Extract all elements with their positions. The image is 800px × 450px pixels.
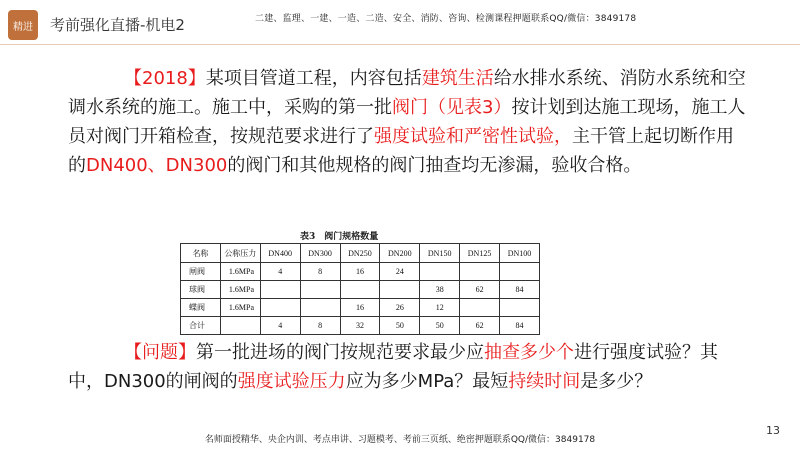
question-highlight: 阀门（见表3）	[392, 97, 512, 118]
table-row	[181, 299, 540, 317]
table-cell	[460, 263, 500, 281]
table-cell	[220, 317, 260, 335]
table-cell: 32	[340, 317, 380, 335]
table-cell	[340, 281, 380, 299]
question-year: 【2018】	[124, 68, 206, 89]
logo	[8, 10, 38, 40]
table-cell: 8	[300, 317, 340, 335]
problem-text: 应为多少MPa？最短	[345, 371, 509, 392]
table-cell: 蝶阀	[181, 299, 221, 317]
question-text: 主干管上起切断作用的	[68, 126, 734, 176]
header-cell: DN300	[300, 244, 340, 263]
table-cell: 84	[500, 317, 540, 335]
table-cell	[260, 299, 300, 317]
table-row	[181, 317, 540, 335]
question-text: 按计划到达施工现场，施工人员对阀门开箱检查，按规范要求进行了	[68, 97, 746, 147]
table-cell: 84	[500, 281, 540, 299]
table-header-row	[181, 244, 540, 263]
table-cell	[380, 281, 420, 299]
problem-highlight: 强度试验压力	[237, 371, 346, 392]
table-cell: 16	[340, 263, 380, 281]
question-text: 给水排水系统、消防水系统和空调水系统的施工。施工中，采购的第一批	[68, 68, 746, 118]
table-row	[181, 281, 540, 299]
header-cell: DN400	[260, 244, 300, 263]
table-cell: 12	[420, 299, 460, 317]
table-cell: 合计	[181, 317, 221, 335]
problem-highlight: 持续时间	[508, 371, 581, 392]
header-divider	[0, 44, 800, 45]
problem-text: 进行强度试验？其中，DN300的闸阀的	[68, 342, 718, 392]
table-caption: 表3 阀门规格数量	[300, 232, 379, 242]
header-cell: DN250	[340, 244, 380, 263]
page-number: 13	[766, 424, 780, 437]
table-cell: 24	[380, 263, 420, 281]
header-cell: 公称压力	[220, 244, 260, 263]
problem-tag: 【问题】	[124, 342, 196, 363]
header-cell: DN200	[380, 244, 420, 263]
table-cell	[260, 281, 300, 299]
table-cell: 闸阀	[181, 263, 221, 281]
table-cell	[500, 299, 540, 317]
table-cell: 62	[460, 281, 500, 299]
valve-spec-table	[180, 243, 540, 335]
table-cell: 38	[420, 281, 460, 299]
header-cell: DN150	[420, 244, 460, 263]
table-cell: 4	[260, 263, 300, 281]
table-cell: 8	[300, 263, 340, 281]
question-text: 某项目管道工程，内容包括	[205, 68, 422, 89]
table-cell: 50	[380, 317, 420, 335]
table-cell	[420, 263, 460, 281]
header-title: 考前强化直播-机电2	[50, 16, 185, 34]
table-cell: 4	[260, 317, 300, 335]
table-cell: 50	[420, 317, 460, 335]
header-cell: 名称	[181, 244, 221, 263]
question-highlight: DN400、DN300	[86, 155, 228, 176]
problem-text: 是多少？	[580, 371, 653, 392]
question-highlight: 建筑生活	[421, 68, 494, 89]
problem-text: 第一批进场的阀门按规范要求最少应	[196, 342, 484, 363]
table-cell: 1.6MPa	[220, 263, 260, 281]
table-cell	[500, 263, 540, 281]
logo-text: 精进	[13, 21, 33, 33]
question-highlight: 强度试验和严密性试验，	[374, 126, 572, 147]
table-row	[181, 263, 540, 281]
problem-highlight: 抽查多少个	[484, 342, 574, 363]
table-cell: 62	[460, 317, 500, 335]
question-paragraph	[68, 64, 748, 180]
table-cell: 球阀	[181, 281, 221, 299]
table-cell: 1.6MPa	[220, 299, 260, 317]
question-text: 的阀门和其他规格的阀门抽查均无渗漏，验收合格。	[227, 155, 642, 176]
table-cell: 1.6MPa	[220, 281, 260, 299]
header-contact: 二建、监理、一建、一造、二造、安全、消防、咨询、检测课程押题联系QQ/微信：3849178	[255, 14, 637, 24]
table-cell	[460, 299, 500, 317]
header-cell: DN100	[500, 244, 540, 263]
table-cell: 26	[380, 299, 420, 317]
table-cell	[300, 281, 340, 299]
table-cell: 16	[340, 299, 380, 317]
problem-paragraph	[68, 338, 748, 396]
footer-contact: 名师面授精华、央企内训、考点串讲、习题模考、考前三页纸、绝密押题联系QQ/微信：3849178	[204, 435, 596, 445]
table-cell	[300, 299, 340, 317]
header-cell: DN125	[460, 244, 500, 263]
